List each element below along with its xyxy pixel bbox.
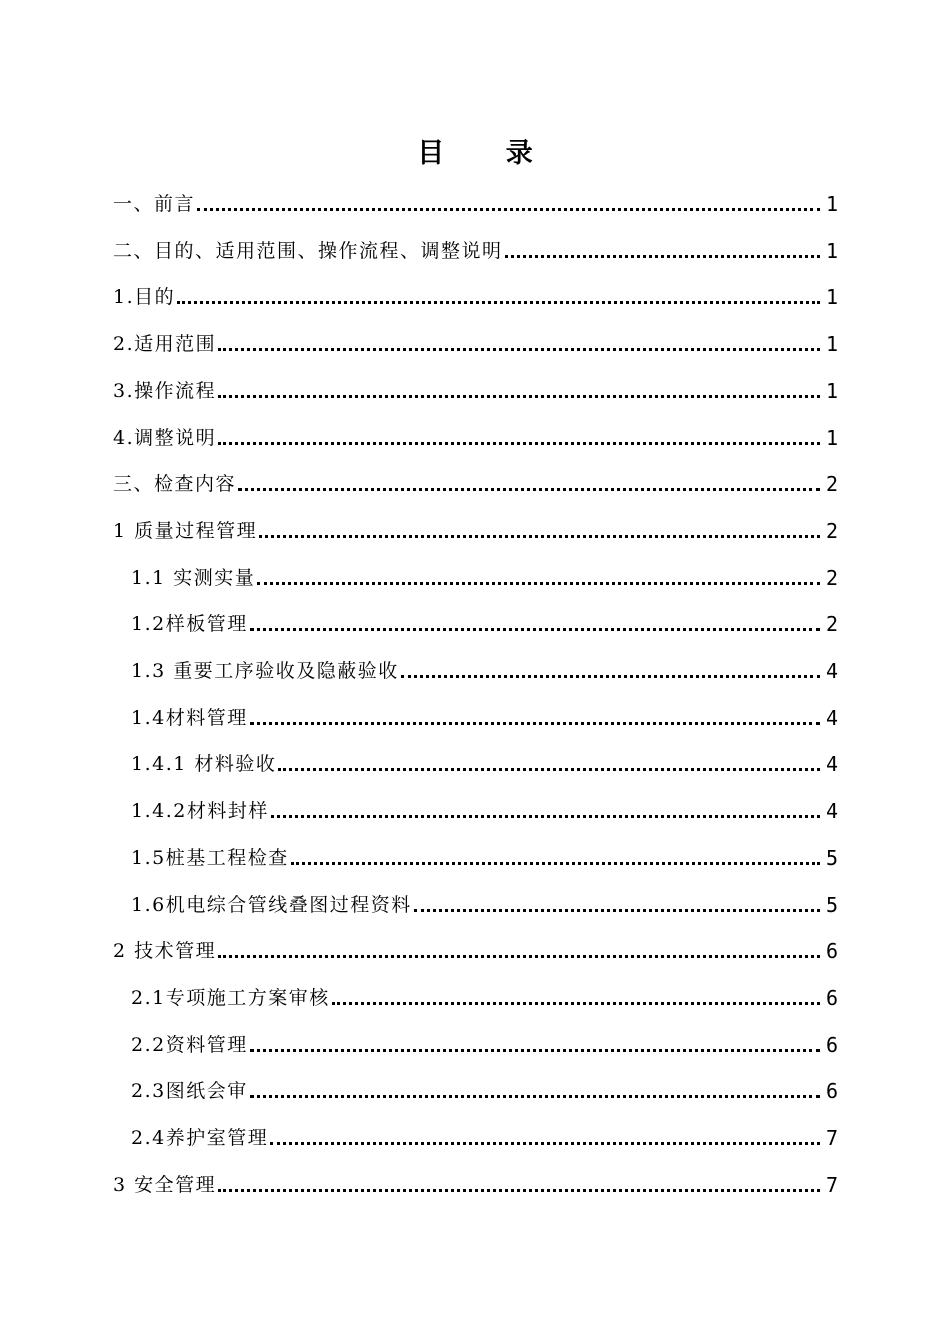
toc-entry[interactable] <box>113 923 838 963</box>
toc-dot-leader <box>218 955 820 958</box>
toc-entry-label: 1.目的 <box>113 286 176 309</box>
toc-page-number: 4 <box>825 659 838 683</box>
toc-page-number: 1 <box>825 425 838 450</box>
toc-entry[interactable] <box>131 1063 838 1103</box>
toc-page-number: 6 <box>825 1032 838 1057</box>
toc-entry[interactable] <box>131 643 838 683</box>
toc-page-number: 7 <box>825 1172 838 1197</box>
toc-dot-leader <box>505 255 820 258</box>
toc-title: 目 录 <box>417 138 559 169</box>
toc-page-number: 1 <box>825 378 838 403</box>
toc-entry-label: 2.4养护室管理 <box>131 1127 269 1149</box>
toc-entry[interactable] <box>131 970 838 1010</box>
toc-entry-label: 2.2资料管理 <box>131 1033 248 1056</box>
toc-page-number: 2 <box>825 518 838 543</box>
toc-entry-label: 1.5桩基工程检查 <box>131 846 289 869</box>
toc-dot-leader <box>270 1142 820 1145</box>
toc-entry-label: 3 安全管理 <box>113 1173 217 1196</box>
toc-entry-label: 1 质量过程管理 <box>113 519 258 542</box>
toc-entry-label: 1.1 实测实量 <box>131 566 256 589</box>
toc-entry[interactable] <box>131 830 838 870</box>
toc-dot-leader <box>250 722 820 725</box>
toc-page-number: 4 <box>825 705 838 730</box>
toc-page-number: 7 <box>825 1126 838 1150</box>
toc-entry[interactable] <box>131 1110 838 1150</box>
toc-page-number: 5 <box>825 892 838 917</box>
toc-entry[interactable] <box>131 550 838 590</box>
toc-entry-label: 1.6机电综合管线叠图过程资料 <box>131 893 412 916</box>
toc-entry-label: 二、目的、适用范围、操作流程、调整说明 <box>113 239 503 262</box>
toc-page-number: 1 <box>825 192 838 216</box>
toc-page-number: 1 <box>825 285 838 310</box>
toc-entry-label: 1.4材料管理 <box>131 706 248 729</box>
toc-entry[interactable] <box>113 1157 838 1197</box>
toc-entry[interactable] <box>131 783 838 823</box>
toc-dot-leader <box>218 348 820 351</box>
toc-entry[interactable] <box>113 269 838 309</box>
toc-dot-leader <box>257 582 820 585</box>
toc-page-number: 2 <box>825 472 838 497</box>
toc-dot-leader <box>414 909 820 912</box>
toc-page-number: 4 <box>825 799 838 824</box>
toc-entry-label: 三、检查内容 <box>113 473 237 496</box>
toc-dot-leader <box>250 1049 820 1052</box>
toc-page-number: 2 <box>825 565 838 590</box>
toc-entry[interactable] <box>113 456 838 496</box>
toc-page-number: 5 <box>825 845 838 870</box>
toc-entry-label: 2.3图纸会审 <box>131 1080 248 1103</box>
toc-entry[interactable] <box>131 877 838 917</box>
toc-entry[interactable] <box>113 176 838 216</box>
toc-entry-label: 3.操作流程 <box>113 379 217 402</box>
toc-dot-leader <box>401 675 820 678</box>
toc-dot-leader <box>218 442 820 445</box>
toc-entry-label: 1.4.2材料封样 <box>131 800 269 823</box>
toc-entry[interactable] <box>113 363 838 403</box>
toc-dot-leader <box>250 1095 820 1098</box>
toc-entry-label: 2.适用范围 <box>113 333 217 356</box>
toc-dot-leader <box>238 488 820 491</box>
toc-dot-leader <box>332 1002 820 1005</box>
toc-dot-leader <box>218 395 820 398</box>
toc-entry[interactable] <box>113 410 838 450</box>
toc-entry[interactable] <box>113 503 838 543</box>
toc-entry[interactable] <box>131 1017 838 1057</box>
toc-dot-leader <box>271 815 820 818</box>
toc-entry[interactable] <box>113 223 838 263</box>
toc-entry-label: 1.3 重要工序验收及隐蔽验收 <box>131 660 399 682</box>
toc-page-number: 1 <box>825 238 838 263</box>
toc-entry-label: 2.1专项施工方案审核 <box>131 986 330 1009</box>
toc-dot-leader <box>259 535 820 538</box>
toc-dot-leader <box>291 862 820 865</box>
toc-page-number: 4 <box>825 752 838 777</box>
toc-entry-label: 1.4.1 材料验收 <box>131 753 277 776</box>
toc-page-number: 6 <box>825 939 838 964</box>
toc-dot-leader <box>218 1189 820 1192</box>
toc-entry[interactable] <box>131 596 838 636</box>
toc-page-number: 6 <box>825 1079 838 1104</box>
toc-entry[interactable] <box>113 316 838 356</box>
toc-page-number: 1 <box>825 332 838 357</box>
toc-dot-leader <box>197 208 820 211</box>
toc-entry-label: 一、前言 <box>113 193 196 215</box>
toc-entry-label: 1.2样板管理 <box>131 613 248 636</box>
toc-page-number: 6 <box>825 985 838 1010</box>
toc-page-number: 2 <box>825 612 838 637</box>
toc-entry[interactable] <box>131 690 838 730</box>
toc-entry-label: 2 技术管理 <box>113 940 217 963</box>
toc-entry[interactable] <box>131 736 838 776</box>
toc-dot-leader <box>278 768 820 771</box>
toc-dot-leader <box>177 301 820 304</box>
toc-entry-label: 4.调整说明 <box>113 426 217 449</box>
toc-dot-leader <box>250 628 820 631</box>
